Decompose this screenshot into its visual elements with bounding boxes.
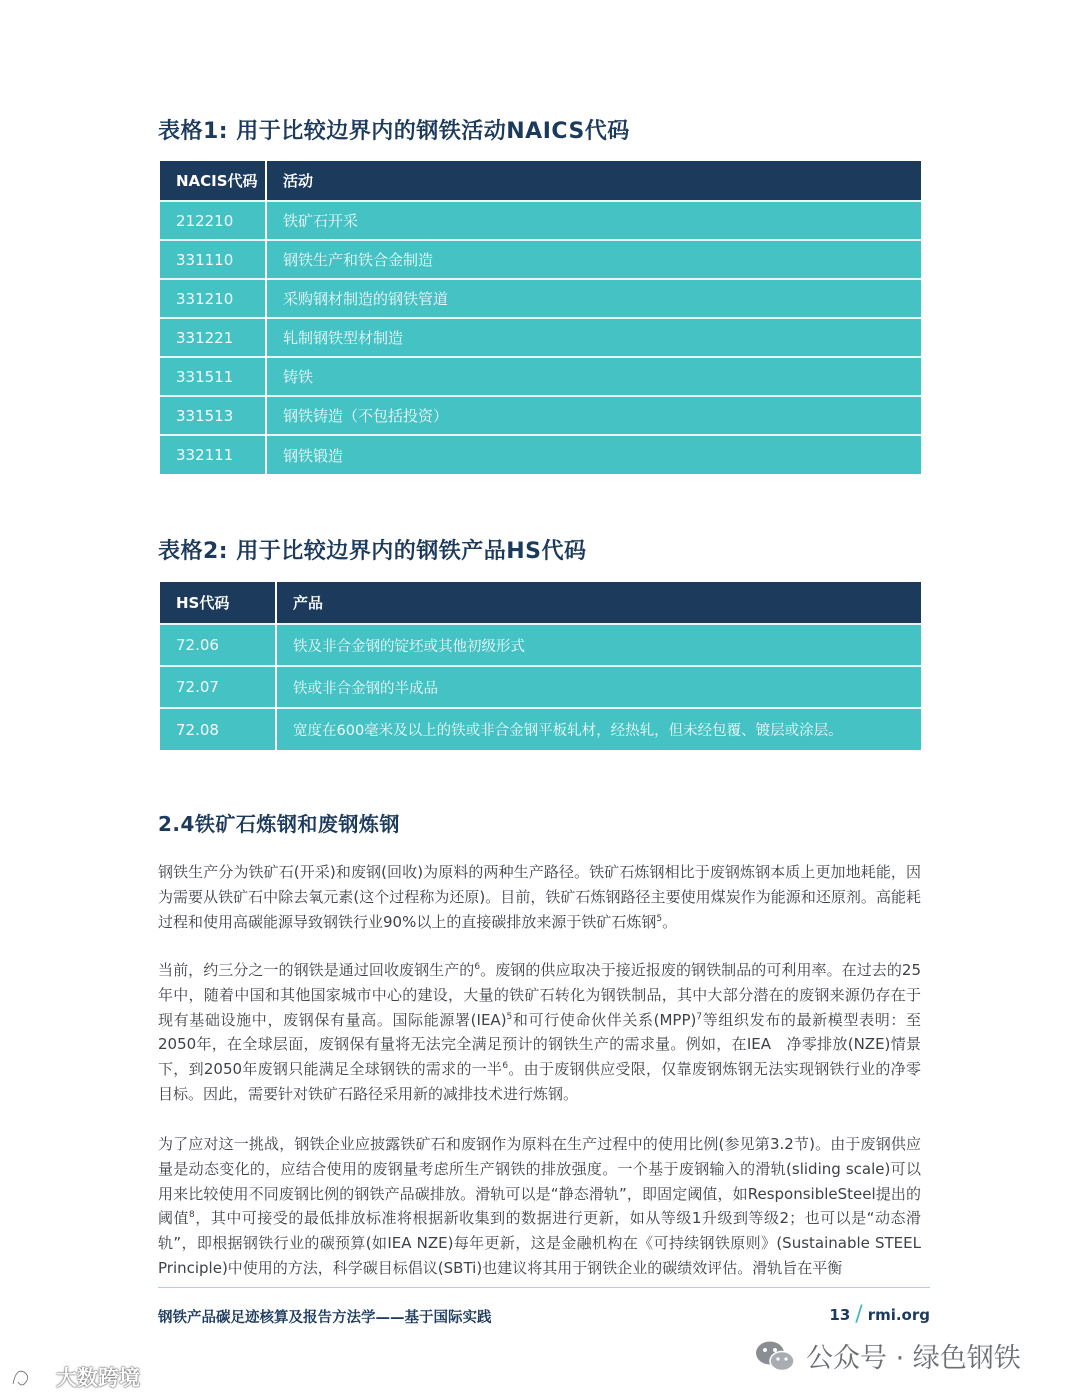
cell-activity: 钢铁铸造（不包括投资） bbox=[266, 396, 921, 435]
table2-title: 表格2: 用于比较边界内的钢铁产品HS代码 bbox=[158, 539, 587, 564]
table-header-row bbox=[160, 582, 921, 624]
paragraph-text: 等组织发布的最新模型表明：至2050年，在全球层面，废钢保有量将无法完全满足预计的钢铁生产的需求量。例如，在IEA 净零排放(NZE)情景下，到2050年废钢只能满足全球钢铁的需求的一半 bbox=[158, 1010, 921, 1079]
paragraph-text: 。由于废钢供应受限，仅靠废钢炼钢无法实现钢铁行业的净零目标。因此，需要针对铁矿石路径采用新的减排技术进行炼钢。 bbox=[158, 1060, 921, 1103]
footnote-ref: 6 bbox=[474, 962, 481, 972]
cell-activity: 钢铁锻造 bbox=[266, 435, 921, 474]
footer-site-link[interactable]: rmi.org bbox=[867, 1305, 930, 1324]
footnote-ref: 5 bbox=[656, 913, 663, 924]
table-row bbox=[160, 666, 921, 708]
table-row bbox=[160, 318, 921, 357]
paragraph-text: 和可行使命伙伴关系(MPP) bbox=[512, 1010, 697, 1029]
cell-code: 332111 bbox=[160, 435, 266, 474]
column-header-product: 产品 bbox=[276, 582, 921, 624]
table-row bbox=[160, 396, 921, 435]
footnote-ref: 8 bbox=[189, 1210, 195, 1221]
footnote-ref: 7 bbox=[696, 1011, 703, 1022]
paragraph-3 bbox=[158, 1132, 921, 1281]
footnote-ref: 6 bbox=[502, 1061, 509, 1072]
hs-code-table bbox=[160, 582, 921, 750]
paragraph-1 bbox=[158, 860, 921, 934]
cell-activity: 采购钢材制造的钢铁管道 bbox=[266, 279, 921, 318]
footer-divider bbox=[158, 1287, 930, 1288]
paragraph-text: 钢铁生产分为铁矿石(开采)和废钢(回收)为原料的两种生产路径。铁矿石炼钢相比于废钢炼钢本质上更加地耗能，因为需要从铁矿石中除去氧元素(这个过程称为还原)。目前，铁矿石炼钢路径主要使用煤炭作为能源和还原剂。高能耗过程和使用高碳能源导致钢铁行业90%以上的直接碳排放来源于铁矿石炼钢 bbox=[158, 863, 921, 931]
cell-code: 331511 bbox=[160, 357, 266, 396]
table-row bbox=[160, 240, 921, 279]
table-row bbox=[160, 708, 921, 750]
paragraph-2 bbox=[158, 958, 921, 1107]
table-row bbox=[160, 624, 921, 666]
table-row bbox=[160, 357, 921, 396]
cell-code: 331210 bbox=[160, 279, 266, 318]
slash-divider-icon: / bbox=[855, 1302, 863, 1327]
wechat-icon bbox=[754, 1339, 796, 1373]
footnote-ref: 5 bbox=[506, 1011, 513, 1022]
table1-title: 表格1: 用于比较边界内的钢铁活动NAICS代码 bbox=[158, 119, 630, 144]
watermark-text: 大数跨境 bbox=[56, 1366, 140, 1390]
cell-code: 72.06 bbox=[160, 624, 276, 666]
cell-product: 宽度在600毫米及以上的铁或非合金钢平板轧材，经热轧，但未经包覆、镀层或涂层。 bbox=[276, 708, 921, 750]
footer-page-info bbox=[829, 1302, 930, 1327]
page-number: 13 bbox=[829, 1305, 851, 1324]
cell-activity: 钢铁生产和铁合金制造 bbox=[266, 240, 921, 279]
column-header-code: HS代码 bbox=[160, 582, 276, 624]
paragraph-text: 为了应对这一挑战，钢铁企业应披露铁矿石和废钢作为原料在生产过程中的使用比例(参见第3.2节)。由于废钢供应量是动态变化的，应结合使用的废钢量考虑所生产钢铁的排放强度。一个基于废钢输入的滑轨(sliding scale)可以用来比较使用不同废钢比例的钢铁产品碳排放。滑轨可以是“静态滑轨”，即固定阈值，如ResponsibleSteel提出的阈值 bbox=[158, 1135, 921, 1228]
table-row bbox=[160, 201, 921, 240]
column-header-activity: 活动 bbox=[266, 161, 921, 201]
cell-code: 331110 bbox=[160, 240, 266, 279]
cell-code: 331513 bbox=[160, 396, 266, 435]
table-row bbox=[160, 279, 921, 318]
cell-code: 331221 bbox=[160, 318, 266, 357]
cell-activity: 轧制钢铁型材制造 bbox=[266, 318, 921, 357]
footer-document-title: 钢铁产品碳足迹核算及报告方法学——基于国际实践 bbox=[158, 1310, 492, 1326]
cell-code: 72.08 bbox=[160, 708, 276, 750]
wechat-account-label: 公众号 · 绿色钢铁 bbox=[806, 1343, 1021, 1374]
wechat-account-badge bbox=[754, 1336, 1021, 1375]
cell-code: 72.07 bbox=[160, 666, 276, 708]
cell-product: 铁或非合金钢的半成品 bbox=[276, 666, 921, 708]
column-header-code: NACIS代码 bbox=[160, 161, 266, 201]
table-row bbox=[160, 435, 921, 474]
watermark-logo-icon bbox=[10, 1364, 50, 1390]
section-title: 2.4铁矿石炼钢和废钢炼钢 bbox=[158, 812, 400, 836]
paragraph-text: 。废钢的供应取决于接近报废的钢铁制品的可利用率。在过去的25年中，随着中国和其他国家城市中心的建设，大量的铁矿石转化为钢铁制品，其中大部分潜在的废钢来源仍存在于现有基础设施中，废钢保有量高。国际能源署(IEA) bbox=[158, 961, 921, 1029]
paragraph-text: 当前，约三分之一的钢铁是通过回收废钢生产的 bbox=[158, 961, 475, 979]
cell-activity: 铁矿石开采 bbox=[266, 201, 921, 240]
paragraph-text: 。 bbox=[662, 912, 678, 931]
table-header-row bbox=[160, 161, 921, 201]
naics-table bbox=[160, 161, 921, 474]
cell-code: 212210 bbox=[160, 201, 266, 240]
watermark bbox=[10, 1362, 140, 1392]
paragraph-text: ，其中可接受的最低排放标准将根据新收集到的数据进行更新，如从等级1升级到等级2；也可以是“动态滑轨”，即根据钢铁行业的碳预算(如IEA NZE)每年更新，这是金融机构在《可持续钢铁原则》(Sustainable STEEL Principle)中使用的方法，科学碳目标倡议(SBTi)也建议将其用于钢铁企业的碳绩效评估。滑轨旨在平衡 bbox=[158, 1209, 921, 1277]
cell-product: 铁及非合金钢的锭坯或其他初级形式 bbox=[276, 624, 921, 666]
cell-activity: 铸铁 bbox=[266, 357, 921, 396]
